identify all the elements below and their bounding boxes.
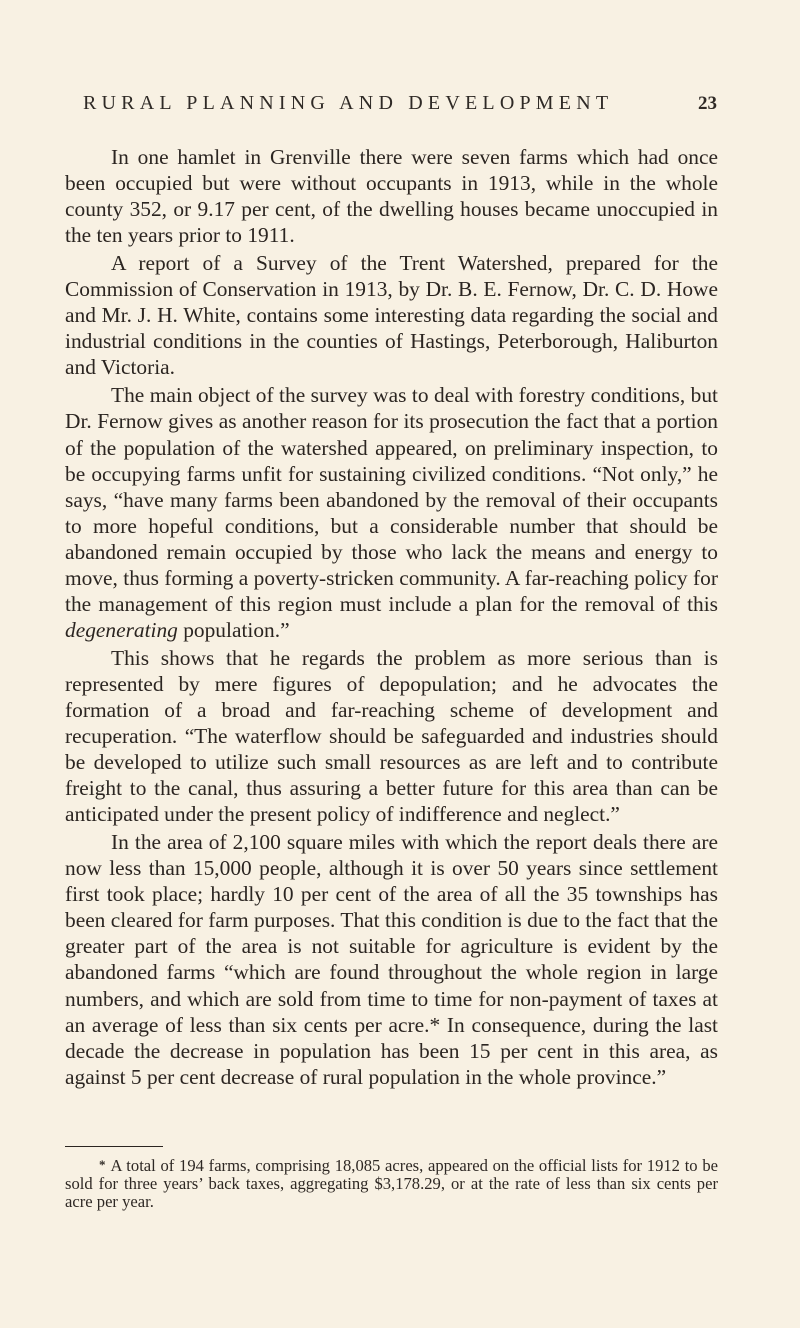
footnote-divider [65,1146,163,1147]
paragraph-text: population.” [177,617,290,642]
footnote [65,1156,718,1212]
paragraph-fernow-quote [65,382,718,642]
paragraph-text: The main object of the survey was to deal with forestry conditions, but Dr. Fernow gives as another reason for its prosecution the fact that a portion of the population of the watershed appeared, on preliminary inspection, to be occupying farms unfit for sustaining civilized conditions. “Not only,” he says, “have many farms been abandoned by the removal of their occupants to more hopeful conditions, but a considerable number that should be abandoned remain occupied by those who lack the means and energy to move, thus forming a poverty-stricken community. A far-reaching policy for the management of this region must include a plan for the removal of this [65,383,718,616]
body-text [65,144,718,1090]
footnote-marker: * [99,1157,106,1172]
paragraph-trent-report: A report of a Survey of the Trent Watershed, prepared for the Commission of Conservation in 1913, by Dr. B. E. Fernow, Dr. C. D. Howe and Mr. J. H. White, contains some interesting data regarding the social and industrial conditions in the counties of Hastings, Peterborough, Haliburton and Victoria. [65,251,718,380]
paragraph-grenville: In one hamlet in Grenville there were seven farms which had once been occupied but were without occupants in 1913, while in the whole county 352, or 9.17 per cent, of the dwelling houses became unoccupied in the ten years prior to 1911. [65,145,718,248]
italic-word: degenerating [65,617,178,642]
paragraph-depopulation: This shows that he regards the problem as more serious than is represented by mere figures of depopulation; and he advocates the formation of a broad and far-reaching scheme of development and recuperation. “The waterflow should be safeguarded and industries should be developed to utilize such small resources as are left and to contribute freight to the canal, thus assuring a better future for this area than can be anticipated under the present policy of indifference and neglect.” [65,645,718,827]
running-title: RURAL PLANNING AND DEVELOPMENT [83,92,614,114]
footnote-text: A total of 194 farms, comprising 18,085 acres, appeared on the official lists for 1912 to be sold for three years’ back taxes, aggregating $3,178.29, or at the rate of less than six cents per acre per year. [65,1156,718,1212]
paragraph-area-statistics: In the area of 2,100 square miles with which the report deals there are now less than 15,000 people, although it is over 50 years since settlement first took place; hardly 10 per cent of the area of all the 35 townships has been cleared for farm purposes. That this condition is due to the fact that the greater part of the area is not suitable for agriculture is evident by the abandoned farms “which are found throughout the whole region in large numbers, and which are sold from time to time for non-payment of taxes at an average of less than six cents per acre.* In consequence, during the last decade the decrease in population has been 15 per cent in this area, as against 5 per cent decrease of rural population in the whole province.” [65,830,718,1089]
page-number: 23 [698,93,717,114]
running-head [83,92,717,120]
